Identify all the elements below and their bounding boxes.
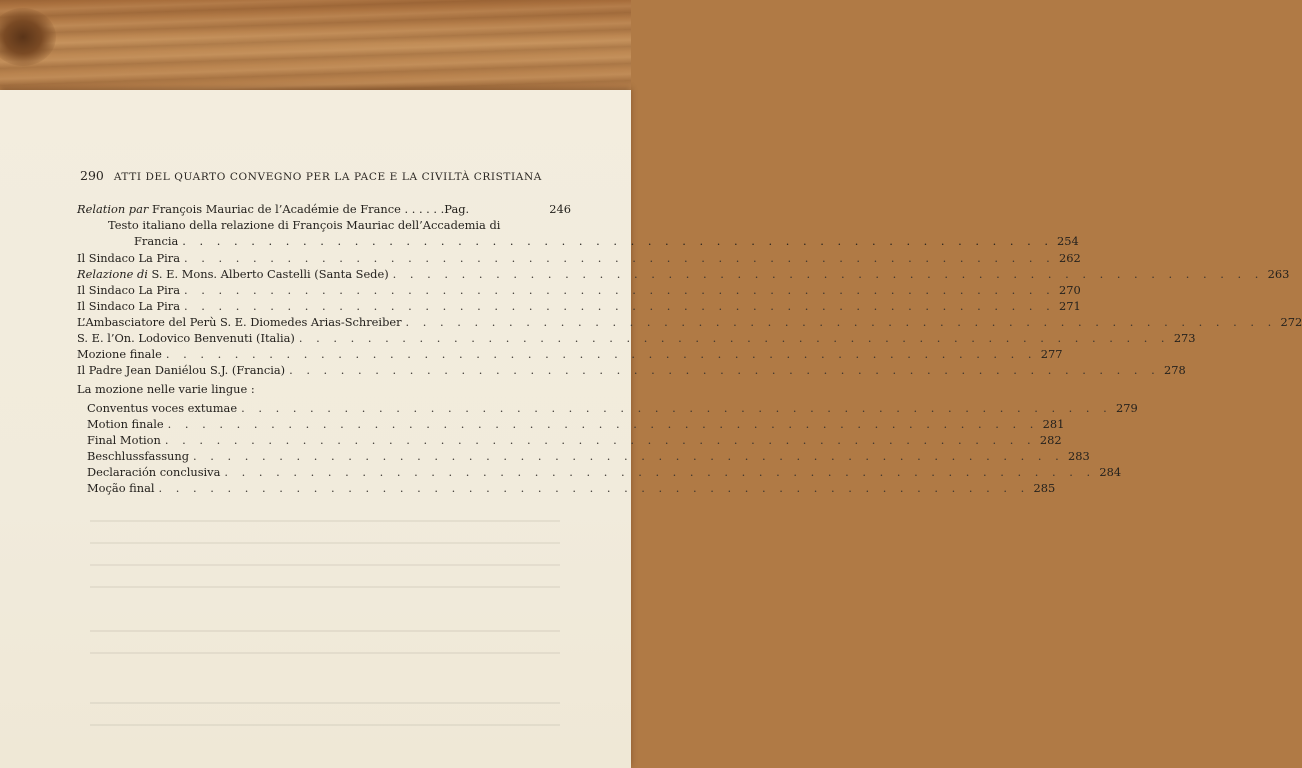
entry-title: Il Padre Jean Daniélou S.J. (Francia) — [77, 363, 286, 377]
toc-entry — [77, 298, 1081, 314]
entry-title: Testo italiano della relazione di François Mauriac dell’Accademia di — [108, 218, 501, 232]
entry-page: 254 — [1057, 234, 1079, 248]
leader-dots: . . . . . . . . . . . . . . . . . . . . . . . . . . . . . . . . . . . . . . . . . . . . . . . . . . . — [193, 449, 1064, 463]
language-entry — [87, 480, 1056, 496]
entry-title: L’Ambasciatore del Perù S. E. Diomedes Arias-Schreiber — [77, 315, 402, 329]
entry-page: 284 — [1099, 465, 1122, 479]
entry-title: François Mauriac de l’Académie de France . . . . . .Pag. — [148, 202, 470, 216]
wooden-table-background — [0, 0, 631, 96]
entry-page: 272 — [1280, 315, 1302, 329]
show-through-line — [90, 702, 560, 704]
show-through-line — [90, 652, 560, 654]
leader-dots: . . . . . . . . . . . . . . . . . . . . . . . . . . . . . . . . . . . . . . . . . . . . . . . . . . . — [184, 251, 1055, 265]
entry-title: Il Sindaco La Pira — [77, 299, 181, 313]
entry-page: 285 — [1033, 481, 1056, 495]
entry-page: 273 — [1173, 331, 1196, 345]
entry-page: 271 — [1058, 299, 1081, 313]
show-through-line — [90, 586, 560, 588]
leader-dots: . . . . . . . . . . . . . . . . . . . . . . . . . . . . . . . . . . . . . . . . . . . . . . . . . . . — [298, 331, 1170, 345]
entry-title-cont: Francia — [134, 234, 179, 248]
leader-dots: . . . . . . . . . . . . . . . . . . . . . . . . . . . . . . . . . . . . . . . . . . . . . . . . . . . — [405, 315, 1277, 329]
leader-dots: . . . . . . . . . . . . . . . . . . . . . . . . . . . . . . . . . . . . . . . . . . . . . . . . . . . — [184, 299, 1055, 313]
show-through-line — [90, 564, 560, 566]
entry-page: 263 — [1267, 267, 1290, 281]
show-through-line — [90, 724, 560, 726]
entry-prefix: Relation par — [77, 202, 149, 216]
running-title: ATTI DEL QUARTO CONVEGNO PER LA PACE E LA CIVILTÀ CRISTIANA — [113, 171, 542, 183]
entry-title: Il Sindaco La Pira — [77, 251, 181, 265]
leader-dots: . . . . . . . . . . . . . . . . . . . . . . . . . . . . . . . . . . . . . . . . . . . . . . . . . . . — [182, 234, 1053, 248]
entry-page: 277 — [1040, 347, 1063, 361]
toc-entry — [77, 282, 1081, 298]
leader-dots: . . . . . . . . . . . . . . . . . . . . . . . . . . . . . . . . . . . . . . . . . . . . . . . . . . . — [241, 401, 1112, 415]
entry-page: 282 — [1039, 433, 1062, 447]
leader-dots: . . . . . . . . . . . . . . . . . . . . . . . . . . . . . . . . . . . . . . . . . . . . . . . . . . . — [392, 267, 1264, 281]
entry-prefix: Relazione di — [77, 267, 148, 281]
leader-dots: . . . . . . . . . . . . . . . . . . . . . . . . . . . . . . . . . . . . . . . . . . . . . . . . . . . — [164, 433, 1036, 447]
toc-entry — [77, 330, 1196, 346]
entry-title: Declaración conclusiva — [87, 465, 221, 479]
toc-entry — [77, 314, 1302, 330]
language-entry — [87, 400, 1138, 416]
entry-page: 246 — [549, 202, 571, 216]
entry-title: Final Motion — [87, 433, 161, 447]
entry-page: 278 — [1164, 363, 1186, 377]
toc-entry — [108, 217, 571, 233]
entry-title: Il Sindaco La Pira — [77, 283, 181, 297]
toc-entry — [77, 362, 1186, 378]
show-through-line — [90, 542, 560, 544]
page-header — [80, 168, 540, 183]
toc-entry — [77, 266, 1290, 282]
entry-page: 279 — [1116, 401, 1138, 415]
entry-title: Motion finale — [87, 417, 164, 431]
entry-page: 281 — [1042, 417, 1065, 431]
leader-dots: . . . . . . . . . . . . . . . . . . . . . . . . . . . . . . . . . . . . . . . . . . . . . . . . . . . — [165, 347, 1037, 361]
section-heading: La mozione nelle varie lingue : — [77, 382, 255, 396]
language-entry — [87, 464, 1122, 480]
toc-entry — [77, 250, 1081, 266]
book-page — [0, 90, 1302, 768]
entry-page: 283 — [1067, 449, 1090, 463]
leader-dots: . . . . . . . . . . . . . . . . . . . . . . . . . . . . . . . . . . . . . . . . . . . . . . . . . . . — [289, 363, 1160, 377]
leader-dots: . . . . . . . . . . . . . . . . . . . . . . . . . . . . . . . . . . . . . . . . . . . . . . . . . . . — [167, 417, 1039, 431]
page-number: 290 — [80, 168, 104, 183]
show-through-line — [90, 520, 560, 522]
leader-dots: . . . . . . . . . . . . . . . . . . . . . . . . . . . . . . . . . . . . . . . . . . . . . . . . . . . — [158, 481, 1030, 495]
entry-title: Mozione finale — [77, 347, 162, 361]
toc-entry-continuation — [134, 233, 1079, 249]
entry-title: Conventus voces extumae — [87, 401, 238, 415]
leader-dots: . . . . . . . . . . . . . . . . . . . . . . . . . . . . . . . . . . . . . . . . . . . . . . . . . . . — [224, 465, 1096, 479]
language-entry — [87, 448, 1090, 464]
show-through-line — [90, 630, 560, 632]
entry-title: Moção final — [87, 481, 155, 495]
language-entry — [87, 432, 1062, 448]
toc-entry — [77, 201, 571, 217]
leader-dots: . . . . . . . . . . . . . . . . . . . . . . . . . . . . . . . . . . . . . . . . . . . . . . . . . . . — [184, 283, 1055, 297]
language-entry — [87, 416, 1065, 432]
toc-entry — [77, 346, 1063, 362]
wood-knot — [0, 8, 56, 66]
entry-page: 270 — [1058, 283, 1081, 297]
entry-page: 262 — [1058, 251, 1081, 265]
entry-title: S. E. Mons. Alberto Castelli (Santa Sede) — [147, 267, 389, 281]
entry-title: S. E. l’On. Lodovico Benvenuti (Italia) — [77, 331, 295, 345]
entry-title: Beschlussfassung — [87, 449, 190, 463]
